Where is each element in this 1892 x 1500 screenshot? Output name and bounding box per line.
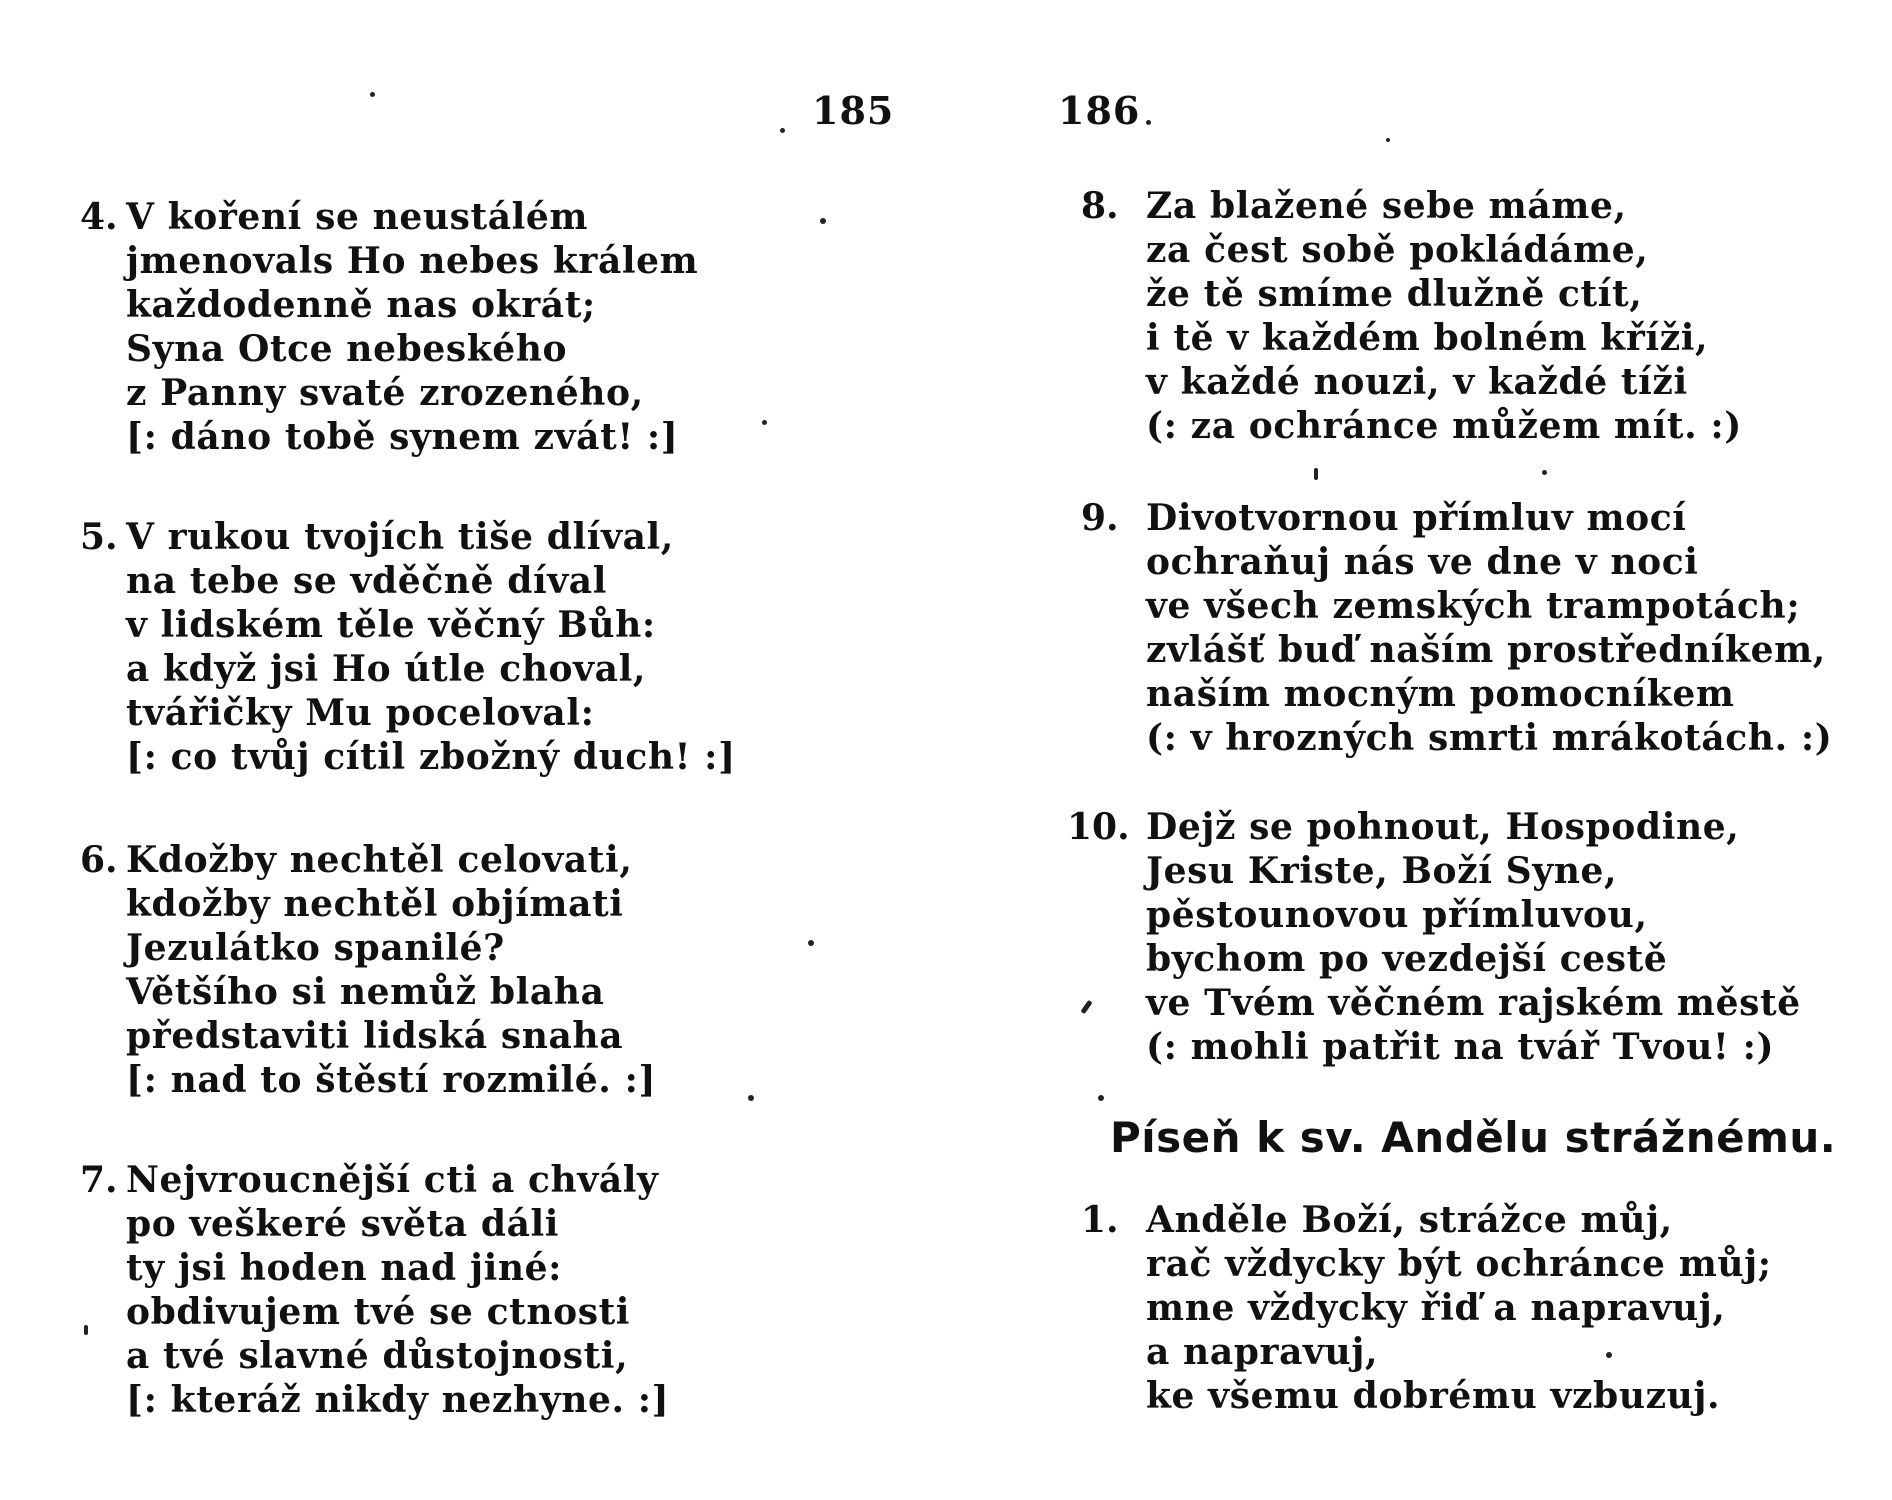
verse-line: Kdožby nechtěl celovati, (126, 839, 633, 881)
stanza-lines (126, 1158, 669, 1422)
page-number-186: 186 (1058, 88, 1141, 133)
print-speck (780, 128, 785, 133)
verse-line: kdožby nechtěl objímati (126, 883, 624, 925)
print-speck (1080, 1000, 1092, 1014)
right-page (946, 0, 1892, 1500)
verse-line: v lidském těle věčný Bůh: (126, 604, 656, 646)
verse-line: rač vždycky být ochránce můj; (1146, 1243, 1772, 1285)
stanza-number: 4. (80, 196, 118, 238)
verse-line: ve Tvém věčném rajském městě (1146, 982, 1801, 1024)
print-speck (1542, 470, 1547, 475)
stanza-number: 7. (80, 1159, 118, 1201)
verse-line: Jezulátko spanilé? (126, 927, 505, 969)
stanza-number: 6. (80, 839, 118, 881)
verse-line: ochraňuj nás ve dne v noci (1146, 541, 1699, 583)
stanza-number: 5. (80, 516, 118, 558)
verse-line: Divotvornou přímluv mocí (1146, 497, 1687, 539)
verse-line: za čest sobě pokládáme, (1146, 229, 1649, 271)
verse-line: pěstounovou přímluvou, (1146, 894, 1648, 936)
verse-line: [: kteráž nikdy nezhyne. :] (126, 1379, 670, 1421)
verse-line: Dejž se pohnout, Hospodine, (1146, 806, 1740, 848)
stanza-lines (126, 195, 698, 459)
stanza-lines (126, 838, 656, 1102)
verse-line: že tě smíme dlužně ctít, (1146, 273, 1643, 315)
verse-line: představiti lidská snaha (126, 1015, 624, 1057)
verse-line: [: dáno tobě synem zvát! :] (126, 416, 679, 458)
verse-line: [: nad to štěstí rozmilé. :] (126, 1059, 657, 1101)
verse-line: na tebe se vděčně díval (126, 560, 607, 602)
stanza-lines (1146, 184, 1742, 448)
verse-line: jmenovals Ho nebes králem (126, 240, 699, 282)
stanza-number: 1. (1081, 1199, 1119, 1241)
print-speck (1606, 1352, 1612, 1358)
page-number-185: 185 (812, 88, 895, 133)
print-speck (1098, 1095, 1104, 1101)
stanza-lines (1146, 1198, 1772, 1418)
verse-line: a tvé slavné důstojnosti, (126, 1335, 629, 1377)
verse-line: naším mocným pomocníkem (1146, 673, 1735, 715)
song-heading: Píseň k sv. Andělu strážnému. (1110, 1113, 1837, 1162)
verse-line: Nejvroucnější cti a chvály (126, 1159, 659, 1201)
stanza-number: 10. (1067, 806, 1130, 848)
verse-line: Za blažené sebe máme, (1146, 185, 1627, 227)
print-speck (820, 218, 826, 224)
verse-line: [: co tvůj cítil zbožný duch! :] (126, 736, 736, 778)
verse-line: ty jsi hoden nad jiné: (126, 1247, 563, 1289)
print-speck (370, 92, 375, 97)
verse-line: (: za ochránce můžem mít. :) (1146, 405, 1742, 447)
verse-line: Většího si nemůž blaha (126, 971, 605, 1013)
verse-line: Syna Otce nebeského (126, 328, 568, 370)
verse-line: a když jsi Ho útle choval, (126, 648, 647, 690)
verse-line: Anděle Boží, strážce můj, (1146, 1199, 1673, 1241)
stanza-number: 8. (1081, 185, 1119, 227)
verse-line: obdivujem tvé se ctnosti (126, 1291, 631, 1333)
verse-line: po veškeré světa dáli (126, 1203, 560, 1245)
stanza-lines (1146, 496, 1832, 760)
verse-line: i tě v každém bolném kříži, (1146, 317, 1709, 359)
print-speck (808, 940, 814, 946)
stanza-lines (126, 515, 736, 779)
verse-line: ve všech zemských trampotách; (1146, 585, 1801, 627)
stanza-lines (1146, 805, 1801, 1069)
verse-line: zvlášť buď naším prostředníkem, (1146, 629, 1826, 671)
verse-line: ke všemu dobrému vzbuzuj. (1146, 1375, 1721, 1417)
print-speck (748, 1095, 754, 1101)
verse-line: V rukou tvojích tiše dlíval, (126, 516, 674, 558)
print-speck (1314, 468, 1318, 480)
verse-line: tvářičky Mu poceloval: (126, 692, 595, 734)
verse-line: bychom po vezdejší cestě (1146, 938, 1668, 980)
stanza-number: 9. (1081, 497, 1119, 539)
verse-line: každodenně nas okrát; (126, 284, 596, 326)
print-speck (84, 1325, 88, 1335)
print-speck (762, 420, 767, 425)
verse-line: a napravuj, (1146, 1331, 1379, 1373)
verse-line: (: mohli patřit na tvář Tvou! :) (1146, 1026, 1775, 1068)
verse-line: Jesu Kriste, Boží Syne, (1146, 850, 1618, 892)
verse-line: v každé nouzi, v každé tíži (1146, 361, 1688, 403)
print-speck (1146, 120, 1151, 125)
verse-line: z Panny svaté zrozeného, (126, 372, 644, 414)
print-speck (1386, 138, 1390, 142)
verse-line: (: v hrozných smrti mrákotách. :) (1146, 717, 1833, 759)
verse-line: V koření se neustálém (126, 196, 589, 238)
verse-line: mne vždycky řiď a napravuj, (1146, 1287, 1726, 1329)
